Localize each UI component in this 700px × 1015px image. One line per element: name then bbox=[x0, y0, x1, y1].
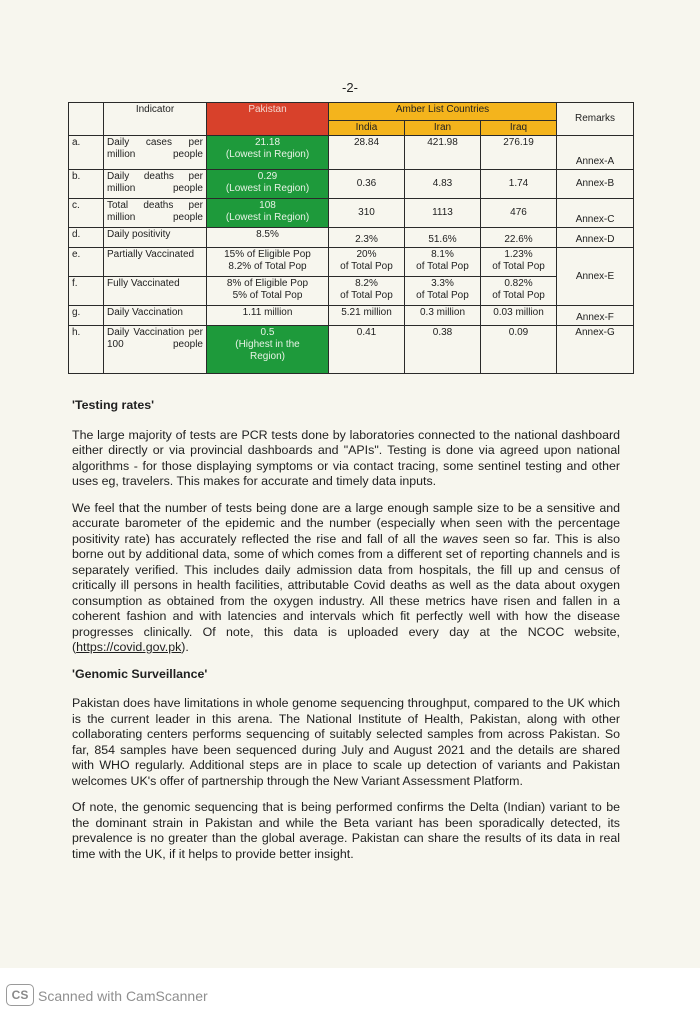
india-cell: 28.84 bbox=[329, 136, 405, 170]
pakistan-note: 8.2% of Total Pop bbox=[228, 261, 307, 272]
pakistan-cell bbox=[207, 199, 329, 228]
pakistan-value: 0.5 bbox=[260, 327, 275, 338]
india-note: of Total Pop bbox=[340, 290, 393, 301]
header-iran: Iran bbox=[405, 121, 481, 136]
table-row bbox=[69, 136, 634, 170]
iraq-cell: 476 bbox=[481, 199, 557, 228]
section-title-genomic: 'Genomic Surveillance' bbox=[72, 666, 208, 681]
paragraph-genomic-1: Pakistan does have limitations in whole genome sequencing throughput, compared to the UK which is the current leader in this arena. The National Institute of Health, Pakistan, along with other collaborating centers performs sequencing of suitably selected samples from across Pakistan. So far, 854 samples have been sequenced during July and August 2021 and the details are shared with WHO regularly. Additional steps are in place to scale up detection of variants and Pakistan welcomes UK's offer of partnership through the New Variant Assessment Platform. bbox=[72, 696, 620, 788]
iraq-cell: 22.6% bbox=[481, 228, 557, 248]
pakistan-note: (Lowest in Region) bbox=[225, 212, 310, 223]
scanner-footer bbox=[0, 968, 700, 1015]
remarks-cell: Annex-E bbox=[557, 248, 634, 306]
row-id: f. bbox=[69, 277, 104, 306]
iraq-value: 1.23% bbox=[504, 249, 533, 260]
india-cell bbox=[329, 277, 405, 306]
row-id: a. bbox=[69, 136, 104, 170]
header-iraq: Iraq bbox=[481, 121, 557, 136]
row-indicator: Fully Vaccinated bbox=[104, 277, 207, 306]
iran-cell: 1113 bbox=[405, 199, 481, 228]
remarks-cell: Annex-B bbox=[557, 170, 634, 199]
text-span: ). bbox=[181, 640, 189, 654]
pakistan-value: 108 bbox=[259, 200, 276, 211]
table-row bbox=[69, 199, 634, 228]
text-span: We feel that the number of tests being done are a large enough sample size to be a sensitive and accurate barometer of the epidemic and the number (especially when seen with the percentage positivity rate) has accurately reflected the rise and fall of all the bbox=[72, 500, 620, 546]
iran-cell bbox=[405, 248, 481, 277]
pakistan-cell bbox=[207, 248, 329, 277]
iraq-cell: 1.74 bbox=[481, 170, 557, 199]
table-row bbox=[69, 170, 634, 199]
iran-cell: 0.3 million bbox=[405, 306, 481, 326]
row-id: e. bbox=[69, 248, 104, 277]
pakistan-note: 5% of Total Pop bbox=[232, 290, 303, 301]
header-remarks: Remarks bbox=[557, 103, 634, 136]
row-indicator: Daily deaths per million people bbox=[104, 170, 207, 199]
row-id: h. bbox=[69, 326, 104, 374]
row-id: c. bbox=[69, 199, 104, 228]
row-indicator: Daily positivity bbox=[104, 228, 207, 248]
remarks-cell: Annex-F bbox=[557, 306, 634, 326]
header-blank bbox=[69, 103, 104, 136]
iran-value: 8.1% bbox=[431, 249, 454, 260]
pakistan-note: (Lowest in Region) bbox=[225, 183, 310, 194]
pakistan-cell bbox=[207, 326, 329, 374]
iran-cell: 421.98 bbox=[405, 136, 481, 170]
india-cell: 0.41 bbox=[329, 326, 405, 374]
paragraph-genomic-2: Of note, the genomic sequencing that is being performed confirms the Delta (Indian) variant to be the dominant strain in Pakistan and while the Beta variant has been sporadically detected, its prevalence is no greater than the global average. Pakistan can share the results of its data in real time with the UK, if it helps to provide better insight. bbox=[72, 800, 620, 861]
header-pakistan: Pakistan bbox=[207, 103, 329, 136]
iraq-value: 0.82% bbox=[504, 278, 533, 289]
page-number: -2- bbox=[342, 80, 358, 95]
pakistan-note: (Highest in the bbox=[235, 339, 300, 350]
iraq-cell: 0.03 million bbox=[481, 306, 557, 326]
table-row bbox=[69, 228, 634, 248]
iran-cell: 51.6% bbox=[405, 228, 481, 248]
pakistan-cell bbox=[207, 170, 329, 199]
paragraph-testing-1: The large majority of tests are PCR tests done by laboratories connected to the national dashboard either directly or via provincial dashboards and "APIs". Testing is done via agreed upon national algorithms - for those displaying symptoms or via contact tracing, some sentinel testing and other uses eg, travelers. This makes for accurate and timely data inputs. bbox=[72, 427, 620, 488]
india-cell: 310 bbox=[329, 199, 405, 228]
header-indicator: Indicator bbox=[104, 103, 207, 136]
iran-note: of Total Pop bbox=[416, 290, 469, 301]
iran-note: of Total Pop bbox=[416, 261, 469, 272]
pakistan-value: 21.18 bbox=[254, 137, 281, 148]
iran-cell: 4.83 bbox=[405, 170, 481, 199]
section-title-testing: 'Testing rates' bbox=[72, 398, 155, 412]
text-emphasis: waves bbox=[442, 531, 478, 546]
iraq-note: of Total Pop bbox=[492, 261, 545, 272]
pakistan-note: Region) bbox=[249, 351, 286, 362]
camscanner-logo-icon: CS bbox=[6, 984, 34, 1006]
india-value: 20% bbox=[356, 249, 377, 260]
table-row bbox=[69, 248, 634, 277]
header-amber-list: Amber List Countries bbox=[329, 103, 557, 121]
iran-value: 3.3% bbox=[431, 278, 454, 289]
remarks-cell: Annex-D bbox=[557, 228, 634, 248]
india-cell: 5.21 million bbox=[329, 306, 405, 326]
row-id: g. bbox=[69, 306, 104, 326]
text-span: seen so far. This is also borne out by additional data, some of which comes from a different set of reporting channels and is separately verified. This includes daily admission data from hospitals, the fill up and census of critically ill persons in health facilities, attributable Covid deaths as well as the data about oxygen consumption as obtained from the oxygen industry. All these metrics have risen and fallen in a coherent fashion and with latencies and intervals which fit perfectly well with how the disease progresses clinically. Of note, this data is uploaded every day at the NCOC website, ( bbox=[72, 531, 620, 654]
iraq-cell: 276.19 bbox=[481, 136, 557, 170]
india-note: of Total Pop bbox=[340, 261, 393, 272]
row-indicator: Partially Vaccinated bbox=[104, 248, 207, 277]
pakistan-cell: 1.11 million bbox=[207, 306, 329, 326]
scanner-watermark: Scanned with CamScanner bbox=[38, 988, 208, 1004]
row-indicator: Daily cases per million people bbox=[104, 136, 207, 170]
indicator-table bbox=[68, 102, 634, 374]
row-id: b. bbox=[69, 170, 104, 199]
pakistan-note: (Lowest in Region) bbox=[225, 149, 310, 160]
pakistan-value: 8% of Eligible Pop bbox=[226, 278, 309, 289]
iraq-cell: 0.09 bbox=[481, 326, 557, 374]
pakistan-value: 0.29 bbox=[257, 171, 278, 182]
row-indicator: Daily Vaccination per 100 people bbox=[104, 326, 207, 374]
paragraph-testing-2 bbox=[72, 501, 620, 656]
body-content bbox=[72, 398, 620, 872]
row-indicator: Total deaths per million people bbox=[104, 199, 207, 228]
remarks-cell: Annex-G bbox=[557, 326, 634, 374]
table-row bbox=[69, 326, 634, 374]
ncoc-website-link[interactable]: https://covid.gov.pk bbox=[76, 640, 182, 654]
india-value: 8.2% bbox=[355, 278, 378, 289]
india-cell bbox=[329, 248, 405, 277]
iraq-cell bbox=[481, 277, 557, 306]
table-row bbox=[69, 277, 634, 306]
iraq-note: of Total Pop bbox=[492, 290, 545, 301]
pakistan-cell bbox=[207, 277, 329, 306]
header-india: India bbox=[329, 121, 405, 136]
pakistan-cell bbox=[207, 136, 329, 170]
remarks-cell: Annex-C bbox=[557, 199, 634, 228]
row-id: d. bbox=[69, 228, 104, 248]
pakistan-value: 15% of Eligible Pop bbox=[224, 249, 311, 260]
india-cell: 0.36 bbox=[329, 170, 405, 199]
india-cell: 2.3% bbox=[329, 228, 405, 248]
iraq-cell bbox=[481, 248, 557, 277]
row-indicator: Daily Vaccination bbox=[104, 306, 207, 326]
iran-cell bbox=[405, 277, 481, 306]
iran-cell: 0.38 bbox=[405, 326, 481, 374]
remarks-cell: Annex-A bbox=[557, 136, 634, 170]
pakistan-cell: 8.5% bbox=[207, 228, 329, 248]
table-row bbox=[69, 306, 634, 326]
